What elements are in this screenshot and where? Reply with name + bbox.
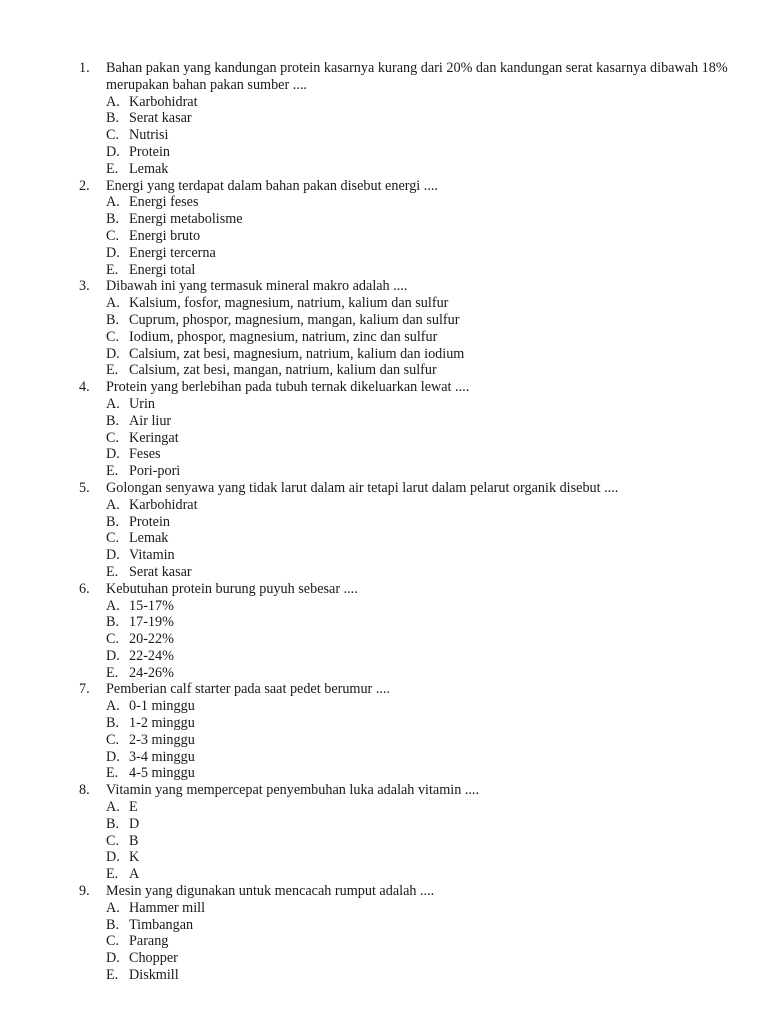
option-letter: E. [106,463,119,480]
option-text: Energi total [129,261,196,278]
option-text: 0-1 minggu [129,698,195,715]
option-b [0,211,768,228]
option-letter: C. [106,328,120,345]
question-text: Mesin yang digunakan untuk mencacah rumput adalah .... [106,883,435,900]
question-text: Golongan senyawa yang tidak larut dalam air tetapi larut dalam pelarut organik disebut .... [106,479,619,496]
option-text: 20-22% [129,631,174,648]
question-6 [0,581,768,682]
option-letter: D. [106,244,120,261]
option-b [0,715,768,732]
option-text: Diskmill [129,967,179,984]
option-text: Protein [129,143,170,160]
option-letter: D. [106,446,120,463]
option-e [0,564,768,581]
option-e [0,967,768,984]
option-e [0,765,768,782]
option-c [0,127,768,144]
option-text: Calsium, zat besi, magnesium, natrium, kalium dan iodium [129,345,465,362]
option-letter: E. [106,866,119,883]
option-e [0,161,768,178]
option-text: K [129,849,140,866]
option-letter: A. [106,295,120,312]
question-number: 7. [79,681,90,698]
option-d [0,648,768,665]
option-text: Air liur [129,412,172,429]
option-letter: D. [106,950,120,967]
question-number: 3. [79,278,90,295]
option-b [0,514,768,531]
option-letter: A. [106,899,120,916]
option-letter: C. [106,731,120,748]
option-text: Keringat [129,429,179,446]
option-letter: C. [106,530,120,547]
option-letter: D. [106,748,120,765]
question-number: 1. [79,60,90,76]
option-letter: C. [106,429,120,446]
option-text: Energi tercerna [129,244,216,261]
option-letter: E. [106,261,119,278]
question-5 [0,480,768,581]
option-letter: B. [106,815,120,832]
question-number: 5. [79,479,90,496]
option-letter: E. [106,563,119,580]
option-letter: E. [106,160,119,177]
question-2 [0,178,768,279]
option-text: Hammer mill [129,899,206,916]
option-text: Cuprum, phospor, magnesium, mangan, kalium dan sulfur [129,311,460,328]
option-letter: C. [106,832,120,849]
option-text: D [129,815,140,832]
option-c [0,631,768,648]
option-b [0,312,768,329]
option-letter: A. [106,698,120,715]
option-letter: C. [106,227,120,244]
option-e [0,362,768,379]
option-letter: A. [106,194,120,211]
option-letter: D. [106,547,120,564]
option-text: 4-5 minggu [129,765,195,782]
option-text: Parang [129,933,169,950]
option-text: Energi metabolisme [129,211,243,228]
option-text: Karbohidrat [129,496,198,513]
option-letter: C. [106,127,120,144]
question-list [0,60,768,984]
option-d [0,849,768,866]
option-text: Protein [129,513,170,530]
option-a [0,900,768,917]
option-c [0,228,768,245]
option-letter: B. [106,513,120,530]
option-c [0,430,768,447]
option-e [0,262,768,279]
option-text: 17-19% [129,614,174,631]
option-text: Vitamin [129,547,175,564]
option-a [0,94,768,111]
option-letter: B. [106,916,120,933]
question-7 [0,681,768,782]
option-text: Energi feses [129,194,199,211]
option-d [0,144,768,161]
option-d [0,346,768,363]
option-c [0,530,768,547]
option-d [0,950,768,967]
option-letter: A. [106,597,120,614]
option-text: B [129,832,139,849]
option-b [0,816,768,833]
option-d [0,446,768,463]
option-a [0,598,768,615]
option-b [0,917,768,934]
option-text: Energi bruto [129,227,201,244]
option-text: Calsium, zat besi, mangan, natrium, kalium dan sulfur [129,362,437,379]
option-letter: D. [106,849,120,866]
option-letter: A. [106,93,120,110]
question-4 [0,379,768,480]
option-c [0,329,768,346]
option-text: Serat kasar [129,110,192,127]
option-a [0,698,768,715]
option-text: Iodium, phospor, magnesium, natrium, zinc dan sulfur [129,328,438,345]
question-number: 6. [79,580,90,597]
question-number: 9. [79,883,90,900]
option-letter: B. [106,412,120,429]
question-8 [0,782,768,883]
option-text: 3-4 minggu [129,748,195,765]
option-text: 24-26% [129,664,174,681]
option-c [0,833,768,850]
option-a [0,396,768,413]
option-letter: E. [106,967,119,984]
option-letter: C. [106,631,120,648]
option-letter: B. [106,211,120,228]
option-c [0,933,768,950]
question-3 [0,278,768,379]
option-text: Serat kasar [129,563,192,580]
option-letter: C. [106,933,120,950]
option-b [0,110,768,127]
question-text: Vitamin yang mempercepat penyembuhan luka adalah vitamin .... [106,782,480,799]
option-text: Kalsium, fosfor, magnesium, natrium, kalium dan sulfur [129,295,449,312]
option-a [0,295,768,312]
question-text: Dibawah ini yang termasuk mineral makro adalah .... [106,278,408,295]
option-letter: E. [106,765,119,782]
option-e [0,866,768,883]
option-e [0,665,768,682]
option-text: Karbohidrat [129,93,198,110]
question-text: Bahan pakan yang kandungan protein kasarnya kurang dari 20% dan kandungan serat kasarnya dibawah 18% merupakan bahan pakan sumber .... [106,60,728,93]
option-a [0,497,768,514]
option-text: Pori-pori [129,463,181,480]
option-letter: D. [106,143,120,160]
option-text: Feses [129,446,161,463]
option-letter: D. [106,345,120,362]
option-text: 1-2 minggu [129,715,195,732]
option-text: Lemak [129,530,169,547]
option-text: Timbangan [129,916,194,933]
option-letter: B. [106,311,120,328]
question-number: 4. [79,379,90,396]
question-text: Pemberian calf starter pada saat pedet berumur .... [106,681,391,698]
option-d [0,245,768,262]
question-number: 2. [79,177,90,194]
option-text: Chopper [129,950,178,967]
option-e [0,463,768,480]
option-letter: B. [106,614,120,631]
option-letter: E. [106,362,119,379]
option-text: A [129,866,140,883]
option-b [0,413,768,430]
option-text: Nutrisi [129,127,169,144]
question-number: 8. [79,782,90,799]
option-text: 15-17% [129,597,174,614]
question-1 [0,60,768,178]
question-text: Kebutuhan protein burung puyuh sebesar .... [106,580,358,597]
option-text: 22-24% [129,647,174,664]
option-d [0,749,768,766]
question-9 [0,883,768,984]
question-text: Energi yang terdapat dalam bahan pakan disebut energi .... [106,177,438,194]
option-d [0,547,768,564]
option-a [0,799,768,816]
option-c [0,732,768,749]
option-text: Lemak [129,160,169,177]
option-b [0,614,768,631]
option-letter: A. [106,799,120,816]
option-letter: E. [106,664,119,681]
question-text: Protein yang berlebihan pada tubuh ternak dikeluarkan lewat .... [106,379,470,396]
option-text: E [129,799,138,816]
option-letter: A. [106,395,120,412]
option-letter: A. [106,496,120,513]
option-text: Urin [129,395,156,412]
option-letter: D. [106,647,120,664]
option-a [0,194,768,211]
option-letter: B. [106,110,120,127]
option-text: 2-3 minggu [129,731,195,748]
option-letter: B. [106,715,120,732]
